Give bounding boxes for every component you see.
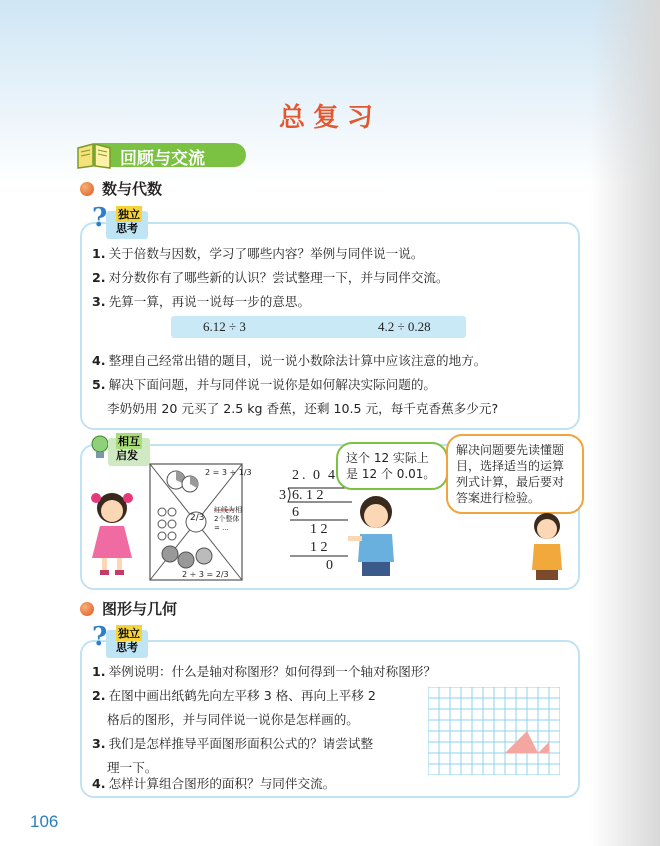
geometry-question-1	[92, 664, 436, 680]
question-number: 5.	[92, 377, 106, 392]
question-text: 我们是怎样推导平面图形面积公式的？请尝试整	[108, 736, 374, 751]
geometry-question-3-cont: 理一下。	[107, 760, 158, 775]
mutual-inspiration-tag	[88, 430, 152, 464]
diagram-right-note: 红线为相2个整体 = ...	[214, 506, 242, 532]
diagram-bottom-label: 2 ÷ 3 = 2/3	[182, 570, 229, 579]
formula-b: 4.2 ÷ 0.28	[378, 319, 431, 334]
book-icon	[76, 140, 112, 170]
quotient-digit: 0	[313, 468, 320, 483]
division-step: 1 2	[310, 540, 328, 555]
speech-bubble-1: 这个 12 实际上是 12 个 0.01。	[336, 442, 448, 490]
question-number: 4.	[92, 353, 106, 368]
question-mark-icon: ?	[92, 622, 108, 652]
tag-line-1: 独立	[118, 208, 140, 221]
question-1	[92, 246, 423, 262]
boy-illustration-2	[522, 510, 572, 582]
independent-thinking-tag	[92, 203, 156, 237]
question-number: 1.	[92, 246, 106, 261]
dividend: 6. 1 2	[292, 488, 324, 503]
question-mark-icon: ?	[92, 203, 108, 233]
diagram-center-label: 2/3	[190, 513, 205, 523]
question-number: 3.	[92, 294, 106, 309]
question-text: 关于倍数与因数，学习了哪些内容？举例与同伴说一说。	[108, 246, 424, 261]
quotient-digit: 4	[328, 468, 335, 483]
grid-paper	[428, 687, 560, 775]
section-heading-number-algebra	[80, 178, 162, 199]
quotient-digit: .	[302, 468, 306, 483]
bullet-dot-icon	[80, 182, 94, 196]
divisor: 3	[279, 488, 286, 503]
bullet-dot-icon	[80, 602, 94, 616]
geometry-question-3	[92, 736, 373, 752]
question-text: 举例说明：什么是轴对称图形？如何得到一个轴对称图形？	[108, 664, 436, 679]
page-number: 106	[30, 812, 59, 831]
question-number: 1.	[92, 664, 106, 679]
geometry-question-2-cont: 格后的图形，并与同伴说一说你是怎样画的。	[107, 712, 359, 727]
formula-a: 6.12 ÷ 3	[203, 319, 246, 334]
tag-line-2: 思考	[116, 222, 138, 235]
question-text: 怎样计算组合图形的面积？与同伴交流。	[108, 776, 336, 791]
tag-line-2: 启发	[116, 449, 138, 462]
division-step: 0	[326, 558, 333, 573]
tag-line-1: 相互	[118, 435, 140, 448]
tag-line-2: 思考	[116, 641, 138, 654]
question-number: 2.	[92, 688, 106, 703]
section-heading-text: 数与代数	[102, 180, 163, 198]
geometry-question-4	[92, 776, 335, 792]
page-title: 总复习	[278, 103, 381, 133]
question-text: 先算一算，再说一说每一步的意思。	[108, 294, 311, 309]
question-text: 解决下面问题，并与同伴说一说你是如何解决实际问题的。	[108, 377, 436, 392]
division-step: 6	[292, 505, 299, 520]
question-3	[92, 294, 310, 310]
diagram-top-label: 2 = 3 ÷ 1/3	[205, 468, 252, 477]
division-step: 1 2	[310, 522, 328, 537]
boy-illustration-1	[346, 492, 406, 580]
speech-bubble-2: 解决问题要先读懂题目，选择适当的运算列式计算，最后要对答案进行检验。	[446, 434, 584, 514]
tag-line-1: 独立	[118, 627, 140, 640]
question-number: 3.	[92, 736, 106, 751]
geometry-question-2	[92, 688, 376, 704]
section-heading-geometry	[80, 598, 177, 619]
question-5-detail: 李奶奶用 20 元买了 2.5 kg 香蕉，还剩 10.5 元，每千克香蕉多少元?	[107, 401, 499, 416]
question-number: 4.	[92, 776, 106, 791]
section-heading-text: 图形与几何	[102, 600, 178, 618]
question-5	[92, 377, 436, 393]
independent-thinking-tag	[92, 622, 156, 656]
question-4	[92, 353, 486, 369]
question-2	[92, 270, 449, 286]
question-text: 在图中画出纸鹤先向左平移 3 格、再向上平移 2	[108, 688, 376, 703]
question-text: 整理自己经常出错的题目，说一说小数除法计算中应该注意的地方。	[108, 353, 487, 368]
banner-label: 回顾与交流	[120, 149, 205, 169]
review-banner	[76, 140, 248, 170]
question-number: 2.	[92, 270, 106, 285]
girl-illustration	[86, 486, 138, 578]
question-text: 对分数你有了哪些新的认识？尝试整理一下，并与同伴交流。	[108, 270, 449, 285]
quotient-digit: 2	[292, 468, 299, 483]
